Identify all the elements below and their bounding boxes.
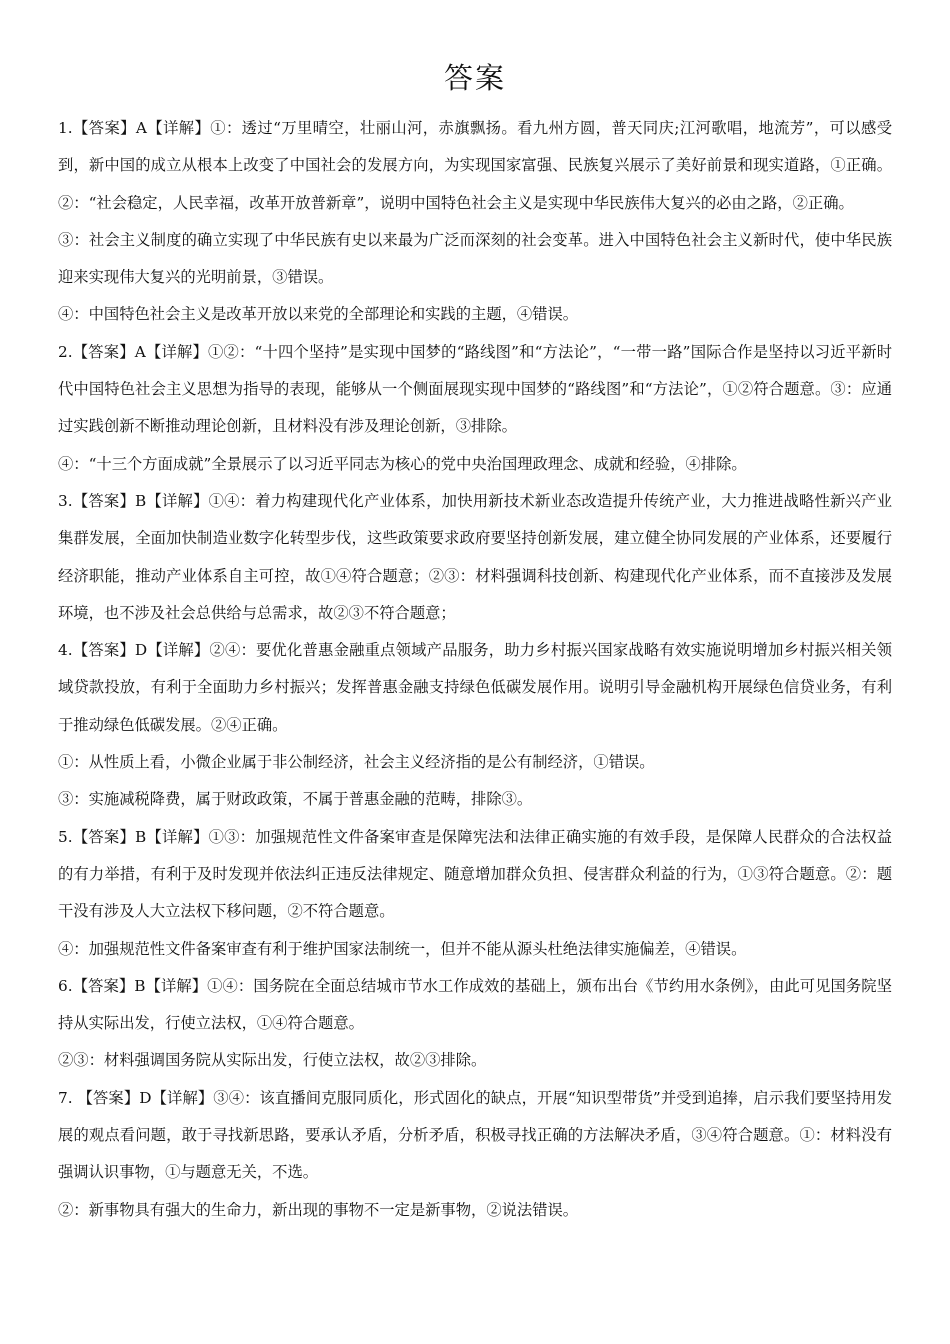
answer-paragraph: ①：从性质上看，小微企业属于非公制经济，社会主义经济指的是公有制经济，①错误。 <box>58 753 655 772</box>
answer-paragraph: ④：中国特色社会主义是改革开放以来党的全部理论和实践的主题，④错误。 <box>58 305 579 324</box>
answer-paragraph: 3.【答案】B【详解】①④：着力构建现代化产业体系，加快用新技术新业态改造提升传统产业，大力推进战略性新兴产业集群发展，全面加快制造业数字化转型步伐，这些政策要求政府要坚持创新发展，建立健全协同发展的产业体系，还要履行经济职能，推动产业体系自主可控，故①④符合题意；②③：材料强调科技创新、构建现代化产业体系，而不直接涉及发展环境，也不涉及社会总供给与总需求，故②③不符合题意； <box>58 491 892 622</box>
answer-paragraph: ④：加强规范性文件备案审查有利于维护国家法制统一，但并不能从源头杜绝法律实施偏差，④错误。 <box>58 939 747 958</box>
answer-paragraph: ②：新事物具有强大的生命力，新出现的事物不一定是新事物，②说法错误。 <box>58 1200 579 1219</box>
answer-paragraph: ②③：材料强调国务院从实际出发，行使立法权，故②③排除。 <box>58 1051 487 1070</box>
answer-paragraph: ③：实施减税降费，属于财政政策，不属于普惠金融的范畴，排除③。 <box>58 790 533 809</box>
answer-paragraph: ④：“十三个方面成就”全景展示了以习近平同志为核心的党中央治国理政理念、成就和经验，④排除。 <box>58 454 747 473</box>
answer-paragraph: 6.【答案】B【详解】①④：国务院在全面总结城市节水工作成效的基础上，颁布出台《节约用水条例》，由此可见国务院坚持从实际出发，行使立法权，①④符合题意。 <box>58 976 892 1033</box>
answer-paragraph: 7. 【答案】D【详解】③④：该直播间克服同质化，形式固化的缺点，开展“知识型带货”并受到追捧，启示我们要坚持用发展的观点看问题，敢于寻找新思路，要承认矛盾，分析矛盾，积极寻找正确的方法解决矛盾，③④符合题意。①：材料没有强调认识事物，①与题意无关，不选。 <box>58 1088 892 1182</box>
answer-paragraph: 4.【答案】D【详解】②④：要优化普惠金融重点领域产品服务，助力乡村振兴国家战略有效实施说明增加乡村振兴相关领域贷款投放，有利于全面助力乡村振兴；发挥普惠金融支持绿色低碳发展作用。说明引导金融机构开展绿色信贷业务，有利于推动绿色低碳发展。②④正确。 <box>58 641 892 734</box>
answer-paragraph: 1.【答案】A【详解】①：透过“万里晴空，壮丽山河，赤旗飘扬。看九州方圆，普天同庆;江河歌唱，地流芳”，可以感受到，新中国的成立从根本上改变了中国社会的发展方向，为实现国家富强、民族复兴展示了美好前景和现实道路，①正确。②：“社会稳定，人民幸福，改革开放普新章”，说明中国特色社会主义是实现中华民族伟大复兴的必由之路，②正确。 <box>58 119 892 212</box>
page-title: 答案 <box>443 61 506 95</box>
answer-paragraph: 2.【答案】A【详解】①②：“十四个坚持”是实现中国梦的“路线图”和“方法论”，“一带一路”国际合作是坚持以习近平新时代中国特色社会主义思想为指导的表现，能够从一个侧面展现实现中国梦的“路线图”和“方法论”，①②符合题意。③：应通过实践创新不断推动理论创新，且材料没有涉及理论创新，③排除。 <box>58 342 892 436</box>
answer-paragraph: ③：社会主义制度的确立实现了中华民族有史以来最为广泛而深刻的社会变革。进入中国特色社会主义新时代，使中华民族迎来实现伟大复兴的光明前景，③错误。 <box>58 230 892 287</box>
answer-paragraph: 5.【答案】B【详解】①③：加强规范性文件备案审查是保障宪法和法律正确实施的有效手段，是保障人民群众的合法权益的有力举措，有利于及时发现并依法纠正违反法律规定、随意增加群众负担、侵害群众利益的行为，①③符合题意。②：题干没有涉及人大立法权下移问题，②不符合题意。 <box>58 827 892 921</box>
